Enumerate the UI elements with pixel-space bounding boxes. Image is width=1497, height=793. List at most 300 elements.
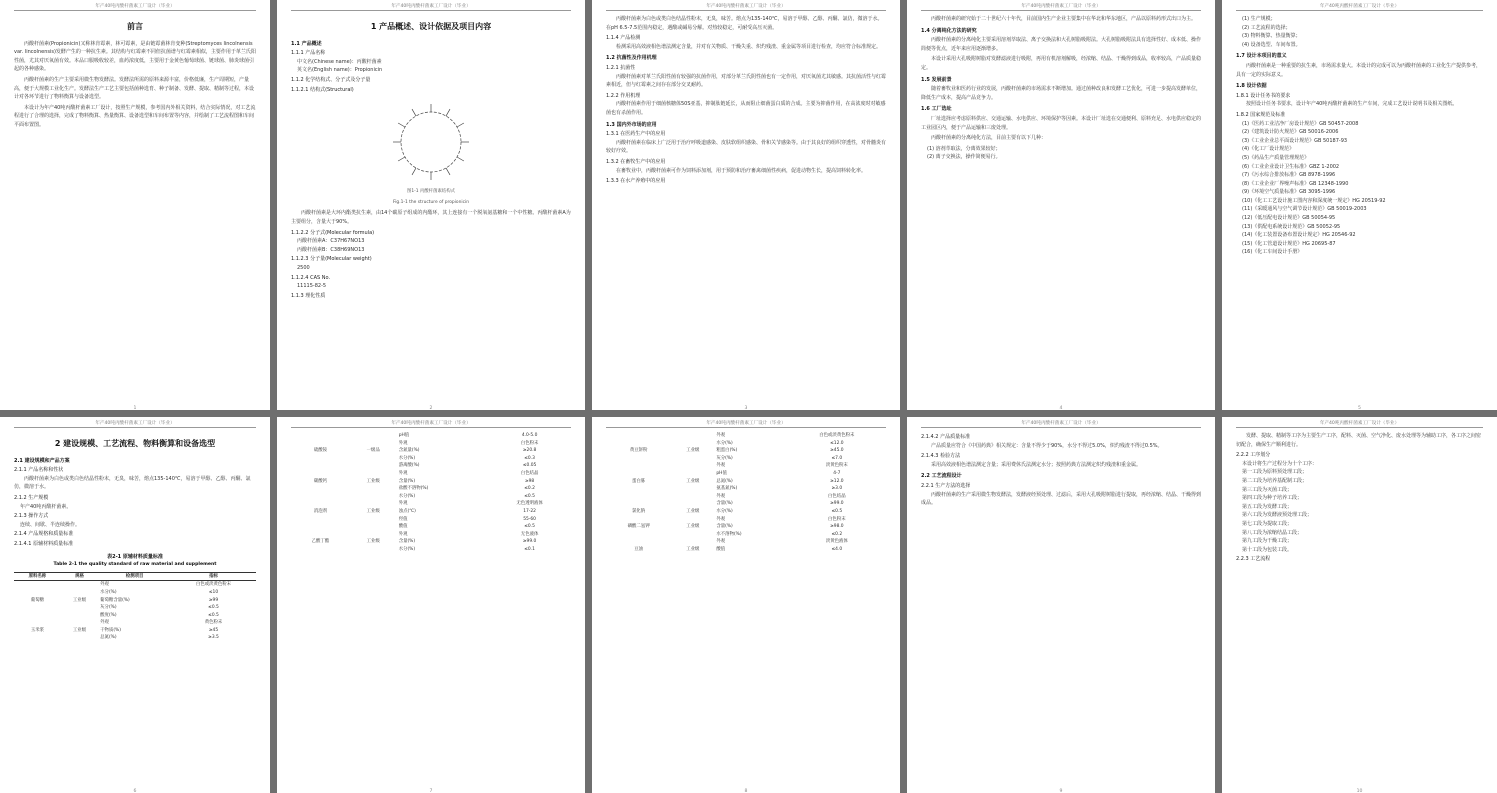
list-item: (5)《药品生产质量管理规范》 [1242, 154, 1310, 161]
table-cell: 外观 [716, 539, 726, 545]
page-number: 1 [133, 406, 137, 410]
list-item: (16)《化工车间设计手册》 [1242, 249, 1303, 256]
table-cell: ≤0.2 [524, 486, 535, 492]
table-cell: 白色或淡黄色粉末 [819, 433, 855, 438]
list-item: 2500 [297, 264, 310, 271]
list-item: 第六工段为发酵液预处理工段； [1242, 512, 1313, 519]
table-cell: 工业级 [686, 448, 700, 454]
list-item: 中文名(Chinese name)：丙酸杆菌素 [297, 58, 382, 65]
header-divider [14, 10, 256, 11]
paragraph: 丙酸杆菌素是大环内酯类抗生素，由14个碳原子组成的内酯环，其上连接有一个脱氧氨基糖和一个中性糖。丙酸杆菌素A为主要组分，含量大于90%。 [291, 210, 571, 225]
table-cell [671, 462, 714, 470]
subsection-heading: 2.1.4 产品规格和质量标准 [14, 531, 74, 538]
table-cell [291, 432, 350, 440]
section-heading: 1.4 分离纯化方法的研究 [921, 27, 977, 34]
table-row [14, 604, 256, 612]
list-item: 11115-82-5 [297, 283, 327, 290]
table-row [606, 523, 886, 531]
table-cell [671, 470, 714, 478]
page-body [14, 432, 256, 785]
header-divider [921, 10, 1201, 11]
table-cell: ≤0.5 [208, 612, 219, 618]
table-cell [14, 612, 61, 620]
table-cell [14, 634, 61, 642]
table-row [14, 634, 256, 642]
table-cell [606, 432, 671, 440]
table-title: 表2-1 原辅材料质量标准 [107, 553, 163, 560]
table-cell: ≥99.0 [522, 539, 537, 545]
section-heading: 1.2 抗菌性及作用机理 [606, 55, 657, 62]
table-header-row [14, 572, 256, 581]
document-page-8 [592, 417, 900, 793]
page-header: 年产40吨丙酸杆菌素工厂设计（毕业） [391, 4, 471, 9]
header-divider [921, 427, 1201, 428]
table-cell: 水分(%) [716, 508, 733, 514]
table-row [291, 546, 571, 554]
table-cell: 4.0-5.0 [521, 433, 538, 438]
table-cell [350, 470, 397, 478]
table-cell: 外观 [398, 470, 408, 476]
table-cell [291, 546, 350, 554]
table-cell [61, 634, 98, 642]
list-item: 丙酸杆菌素A：C37H67NO13 [297, 238, 365, 245]
table-cell: 工业级 [686, 524, 700, 530]
list-item: (1) 生产规模； [1242, 16, 1276, 22]
subsection-heading: 1.1.3 理化性质 [291, 292, 326, 299]
table-cell [350, 523, 397, 531]
table-cell [350, 485, 397, 493]
paragraph: 丙酸杆菌素为白色或类白色结晶性粉末，无臭，味苦。熔点为135-140℃，易溶于甲醇、乙醇、丙酮、氯仿，微溶于水。在pH 6.5-7.5范围内稳定，遇酸或碱易分解。对热较稳定，可耐受高压灭菌。 [606, 16, 883, 31]
list-item: (8)《工业企业厂界噪声标准》GB 12348-1990 [1242, 180, 1349, 187]
page-body [14, 15, 256, 402]
table-cell: 工业级 [72, 597, 87, 603]
subsection-heading: 2.1.4.2 产品质量标准 [921, 434, 971, 440]
page-body [921, 432, 1201, 785]
table-cell: 工业级 [72, 627, 87, 633]
table-cell [606, 538, 671, 546]
page-header: 年产40吨丙酸杆菌素工厂设计（毕业） [706, 4, 786, 9]
table-row [291, 455, 571, 463]
table-row [291, 447, 571, 455]
table-cell: 玉米浆 [30, 627, 45, 633]
subsection-heading: 1.1.1 产品名称 [291, 50, 326, 57]
table-cell: ≥45 [208, 627, 219, 633]
table-cell [671, 516, 714, 524]
subsection-heading: 2.2.1 生产方法的选择 [921, 482, 971, 489]
table-cell [291, 485, 350, 493]
paragraph: 丙酸杆菌素的研究始于二十世纪六十年代，目前国内生产企业主要集中在华北和华东地区，产品以原料药形式出口为主。 [931, 16, 1197, 22]
subsection-heading: 1.2.1 抗菌性 [606, 64, 636, 71]
list-item: (12)《低压配电设计规范》GB 50054-95 [1242, 215, 1336, 222]
table-cell: 干物质(%) [100, 627, 121, 633]
table-cell [291, 470, 350, 478]
page-header: 年产40吨丙酸杆菌素工厂设计（毕业） [1021, 4, 1101, 9]
table-cell [61, 604, 98, 612]
header-divider [1236, 10, 1483, 11]
table-cell: ≥99.0 [830, 501, 844, 507]
table-cell: 盐酸不溶物(%) [398, 486, 429, 492]
table-cell: 含量(%) [398, 478, 416, 484]
paragraph: 采用高效液相色谱法测定含量；采用费休氏法测定水分；按照药典方法测定炽灼残渣和重金属。 [931, 461, 1142, 468]
table-row [606, 440, 886, 448]
document-page-2 [277, 0, 585, 410]
page-number: 7 [429, 789, 433, 793]
table-cell: 白色粉末 [520, 440, 539, 446]
list-item: (7)《污水综合排放标准》GB 8978-1996 [1242, 172, 1336, 179]
spec-table [606, 432, 886, 554]
table-cell: 含氮量(%) [398, 448, 420, 454]
table-row [14, 581, 256, 589]
table-cell [291, 516, 350, 524]
table-cell: 外观 [100, 620, 109, 626]
list-item: (2) 离子交换法，操作简便易行。 [927, 154, 1001, 161]
paragraph: 在畜牧业中，丙酸杆菌素可作为饲料添加剂，用于预防和治疗畜禽细菌性疾病，促进动物生长，提高饲料转化率。 [616, 167, 867, 174]
list-item: (3) 物料衡算、热量衡算； [1242, 33, 1301, 40]
table-cell: ≥3.0 [831, 486, 843, 492]
subsection-heading: 2.1.3 操作方式 [14, 513, 49, 520]
paragraph: 丙酸杆菌素的分离纯化方法，目前主要有以下几种： [931, 135, 1047, 142]
figure-caption: Fig.1-1 the structure of propionicin [392, 199, 470, 205]
page-number: 9 [1059, 789, 1063, 793]
page-number: 4 [1059, 406, 1063, 410]
table-cell: 外观 [716, 433, 726, 438]
table-row [291, 523, 571, 531]
paragraph: 本设计采用大孔吸附树脂对发酵滤液进行吸附，再用有机溶剂解吸，经浓缩、结晶、干燥得到成品，收率较高，产品质量稳定。 [921, 56, 1202, 71]
document-page-3 [592, 0, 900, 410]
table-cell: 水分(%) [398, 455, 416, 461]
header-divider [14, 427, 256, 428]
table-cell: 17-22 [523, 508, 536, 514]
table-cell: 浊点(℃) [398, 508, 416, 514]
table-cell: ≤4.0 [831, 546, 843, 552]
table-cell: 工业级 [366, 539, 380, 545]
table-cell [14, 581, 61, 589]
table-cell: ≤0.05 [522, 463, 537, 469]
table-cell [291, 440, 350, 448]
table-cell: ≤12.0 [830, 440, 844, 446]
table-cell: 硫酸铵 [313, 448, 327, 454]
table-cell [350, 462, 397, 470]
table-cell: 豆油 [634, 546, 643, 552]
table-cell [606, 500, 671, 508]
table-cell: 消泡剂 [313, 508, 327, 514]
table-row [291, 485, 571, 493]
table-cell: 水分(%) [398, 493, 416, 499]
section-heading: 1.7 设计本项目的意义 [1236, 53, 1287, 60]
table-cell: 55-60 [523, 516, 536, 522]
page-header: 年产40吨丙酸杆菌素工厂设计（毕业） [95, 4, 175, 9]
paragraph: 丙酸杆菌素为白色或类白色结晶性粉末，无臭，味苦，熔点135-140℃，易溶于甲醇、乙醇、丙酮、氯仿，微溶于水。 [14, 475, 251, 491]
subsection-heading: 1.8.2 国家规范及标准 [1236, 111, 1286, 118]
table-cell: 外观 [716, 463, 726, 469]
table-cell [606, 531, 671, 539]
table-cell: 总氮(%) [100, 635, 117, 641]
list-item: (1)《医药工业洁净厂房设计规范》GB 50457-2008 [1242, 120, 1359, 127]
table-cell [14, 604, 61, 612]
table-cell [61, 581, 98, 589]
table-cell: ≤0.5 [208, 605, 219, 611]
table-row [606, 478, 886, 486]
table-row [14, 597, 256, 605]
table-row [606, 462, 886, 470]
table-cell: 水不溶物(%) [716, 531, 742, 537]
page-body [606, 15, 886, 402]
table-row [606, 485, 886, 493]
table-cell: 羟值 [398, 516, 408, 522]
table-cell: pH值 [398, 433, 410, 438]
list-item: (11)《采暖通风与空气调节设计规范》GB 50019-2003 [1242, 206, 1367, 213]
table-cell: 乙酸丁酯 [311, 539, 330, 545]
table-cell [291, 462, 350, 470]
table-row [606, 432, 886, 440]
table-cell: 酸度(%) [100, 612, 117, 618]
page-title: 2 建设规模、工艺流程、物料衡算和设备选型 [54, 439, 216, 448]
table-cell: 碳酸钙 [313, 478, 327, 484]
table-cell: 蛋白胨 [632, 478, 646, 484]
subsection-heading: 2.1.4.1 原辅材料质量标准 [14, 540, 74, 547]
table-cell: 酸值 [716, 546, 726, 552]
table-row [606, 538, 886, 546]
table-row [14, 619, 256, 627]
table-row [14, 612, 256, 620]
table-cell: ≤0.2 [831, 531, 843, 537]
table-cell [350, 455, 397, 463]
page-number: 10 [1356, 789, 1363, 793]
list-item: (10)《化工工艺设计施工图内容和深度统一规定》HG 20519-92 [1242, 197, 1386, 204]
spec-table [291, 432, 571, 554]
table-cell [606, 470, 671, 478]
table-cell [671, 531, 714, 539]
page-body [291, 432, 571, 785]
document-page-5 [1222, 0, 1497, 410]
table-cell: ≥98.0 [830, 524, 844, 530]
table-row [291, 538, 571, 546]
subsection-heading: 1.1.4 产品检测 [606, 35, 641, 42]
subsection-heading: 1.3.3 在水产养殖中的应用 [606, 178, 666, 185]
page-number: 5 [1358, 406, 1361, 410]
table-cell: 黄色粉末 [204, 620, 223, 626]
table-cell: 粗蛋白(%) [716, 448, 738, 454]
header-divider [291, 427, 571, 428]
table-cell: 外观 [398, 440, 408, 446]
section-heading: 1.8 设计依据 [1236, 83, 1267, 90]
table-cell: ≤10 [208, 589, 219, 595]
table-row [606, 470, 886, 478]
table-cell: pH值 [716, 470, 727, 476]
paragraph: 丙酸杆菌素作用于细菌核糖体50S亚基，抑制肽链延长，从而阻止细菌蛋白质的合成。主要为抑菌作用，在高浓度时对敏感菌也有杀菌作用。 [606, 101, 886, 116]
table-row [606, 546, 886, 554]
list-item: (6)《工业企业设计卫生标准》GBZ 1-2002 [1242, 163, 1340, 170]
table-cell [350, 500, 397, 508]
structural-formula-figure [371, 98, 491, 186]
document-page-6 [0, 417, 270, 793]
section-heading: 2.1 建设规模和产品方案 [14, 457, 70, 464]
subsection-heading: 1.2.2 作用机理 [606, 92, 641, 99]
paragraph: 随着畜牧业和医药行业的发展，丙酸杆菌素的市场需求不断增加。通过菌种改良和发酵工艺优化，可进一步提高发酵单位，降低生产成本，提高产品竞争力。 [921, 86, 1202, 101]
subsection-heading: 1.8.1 设计任务书的要求 [1236, 92, 1291, 99]
header-divider [606, 10, 886, 11]
list-item: 第九工段为干燥工段； [1242, 538, 1293, 545]
table-row [14, 589, 256, 597]
page-header: 年产40吨丙酸杆菌素工厂设计（毕业） [391, 421, 471, 426]
list-item: 英文名(English name)：Propionicin [297, 67, 383, 74]
table-header-cell: 检测项目 [98, 572, 171, 581]
table-cell [61, 619, 98, 627]
table-cell [671, 432, 714, 440]
list-item: (2) 工艺流程的选择； [1242, 24, 1291, 31]
table-cell: ≥98 [524, 478, 535, 484]
list-item: 第八工段为浓缩结晶工段； [1242, 529, 1303, 536]
table-cell: 白色结晶 [520, 470, 539, 476]
list-item: (4)《化工厂设计规范》 [1242, 146, 1295, 153]
table-cell [606, 455, 671, 463]
page-header: 年产40吨丙酸杆菌素工厂设计（毕业） [95, 421, 175, 426]
table-cell: 工业级 [366, 508, 380, 514]
table-cell: 淡黄色粉末 [825, 463, 848, 469]
table-row [606, 508, 886, 516]
table-cell: ≤0.1 [524, 546, 535, 552]
table-cell [14, 619, 61, 627]
table-cell: 含量(%) [398, 539, 416, 545]
table-cell: 4-7 [833, 470, 841, 476]
paragraph: 丙酸杆菌素(Propionicin)又称林肯霉素，林可霉素，是由链霉菌林肯变种(Streptomyces lincolnensis var. lincolnensis)发酵产生的一种抗生素。其结构与红霉素不同但抗菌谱与红霉素相似，主要作用于革兰氏阳性菌，尤其对厌氧菌有效。本品口服吸收较差，血药浓度低，主要用于金黄色葡萄球菌、链球菌、肺炎球菌引起的各种感染。 [14, 40, 256, 73]
table-cell: 黄豆饼粉 [629, 448, 648, 454]
table-cell [61, 612, 98, 620]
page-header: 年产40吨丙酸杆菌素工厂设计（毕业） [1319, 4, 1400, 9]
document-page-10 [1222, 417, 1497, 793]
page-body [1236, 432, 1483, 785]
page-number: 8 [744, 789, 748, 793]
table-cell [671, 500, 714, 508]
list-item: 年产40吨丙酸杆菌素。 [20, 503, 72, 510]
list-item: (4) 设备选型、车间布置。 [1242, 41, 1301, 48]
table-cell: 水分(%) [716, 440, 733, 446]
list-item: 丙酸杆菌素B：C38H69NO13 [297, 246, 365, 253]
paragraph: 本设计为年产40吨丙酸杆菌素工厂设计，按照生产规模，参考国内外相关资料，结合实际情况，对工艺流程进行了合理的选择，完成了物料衡算、热量衡算、设备选型和车间布置等内容，并绘制了工艺流程图和车间平面布置图。 [14, 104, 256, 128]
table-row [606, 447, 886, 455]
subsection-heading: 2.1.2 生产规模 [14, 494, 49, 501]
table-cell: 工业级 [686, 546, 700, 552]
paragraph: 检测采用高效液相色谱法测定含量，并对有关物质、干燥失重、炽灼残渣、重金属等项目进行检查，均应符合标准规定。 [616, 43, 882, 50]
table-cell: ≥99 [208, 597, 219, 603]
list-item: 第十工段为包装工段。 [1242, 546, 1293, 553]
table-cell [291, 493, 350, 501]
table-cell [291, 531, 350, 539]
list-item: 第七工段为提取工段； [1242, 520, 1293, 527]
paragraph: 丙酸杆菌素的生产采用微生物发酵法，发酵液经预处理、过滤后，采用大孔吸附树脂进行提取，再经浓缩、结晶、干燥得到成品。 [921, 491, 1202, 507]
table-cell: 葡萄糖 [30, 597, 45, 603]
table-row [606, 531, 886, 539]
section-heading: 1.3 国内外市场的应用 [606, 121, 657, 128]
page-number: 3 [744, 406, 748, 410]
table-row [291, 531, 571, 539]
table-row [291, 440, 571, 448]
table-row [291, 516, 571, 524]
table-header-cell: 指标 [171, 572, 256, 581]
table-cell: ≤0.3 [524, 455, 535, 461]
table-cell: 氯化钠 [632, 508, 646, 514]
page-header: 年产40吨丙酸杆菌素工厂设计（毕业） [706, 421, 786, 426]
list-item: 本设计将生产过程分为十个工序： [1242, 460, 1318, 467]
table-cell: 淡黄色液体 [825, 539, 848, 545]
table-cell [671, 493, 714, 501]
table-cell: 灰分(%) [716, 455, 733, 461]
table-cell: 无色透明液体 [516, 501, 543, 507]
table-subtitle: Table 2-1 the quality standard of raw material and supplement [53, 562, 217, 568]
table-row [291, 478, 571, 486]
table-cell [350, 531, 397, 539]
table-cell: 外观 [716, 493, 726, 499]
page-title: 1 产品概述、设计依据及项目内容 [370, 22, 492, 31]
table-cell: 葡萄糖含量(%) [100, 597, 130, 603]
list-item: (15)《化工管道设计规范》HG 20695-87 [1242, 240, 1336, 247]
table-cell: 一级品 [366, 448, 380, 454]
list-item: (3)《工业企业总平面设计规范》GB 50187-93 [1242, 137, 1348, 144]
subsection-heading: 2.1.4.3 检验方法 [921, 453, 961, 460]
table-cell: 游离酸(%) [398, 463, 420, 469]
table-cell: ≤7.0 [831, 455, 843, 461]
table-row [291, 432, 571, 440]
table-cell [350, 516, 397, 524]
table-cell [350, 440, 397, 448]
section-heading: 2.2 工艺流程设计 [921, 473, 962, 480]
section-heading: 1.1 产品概述 [291, 40, 322, 47]
table-header-cell: 原料名称 [14, 572, 61, 581]
table-cell [291, 523, 350, 531]
page-body [606, 432, 886, 785]
paragraph: 产品质量应符合《中国药典》相关规定：含量不得少于90%，水分不得过5.0%，炽灼残渣不得过0.5%。 [931, 442, 1163, 449]
document-page-1 [0, 0, 270, 410]
list-item: 连续、间歇、半连续操作。 [20, 521, 81, 528]
table-row [291, 508, 571, 516]
table-cell [606, 462, 671, 470]
list-item: 第五工段为发酵工段； [1242, 503, 1293, 510]
paragraph: 按照设计任务书要求，设计年产40吨丙酸杆菌素的生产车间，完成工艺设计说明书及相关图纸。 [1246, 101, 1458, 108]
table-row [291, 493, 571, 501]
document-page-9 [907, 417, 1215, 793]
table-cell: ≥20.8 [522, 448, 537, 454]
table-cell [671, 485, 714, 493]
subsection-heading: 1.3.2 在畜牧生产中的应用 [606, 158, 666, 165]
table-cell: 外观 [100, 582, 109, 588]
table-cell: 含量(%) [716, 501, 733, 507]
subsection-heading: 2.2.2 工序划分 [1236, 452, 1271, 459]
table-cell [291, 455, 350, 463]
table-cell [350, 493, 397, 501]
subsection-heading: 1.1.2.1 结构式(Structural) [291, 86, 354, 93]
table-cell: 酸值 [398, 524, 408, 530]
table-cell: ≥12.0 [830, 478, 844, 484]
table-cell: ≤0.5 [524, 493, 535, 499]
table-cell: 工业级 [686, 508, 700, 514]
table-cell [291, 500, 350, 508]
page-body [291, 15, 571, 402]
table-cell: ≥45.0 [830, 448, 844, 454]
header-divider [1236, 427, 1483, 428]
list-item: (9)《环境空气质量标准》GB 3095-1996 [1242, 189, 1336, 196]
table-row [291, 470, 571, 478]
list-item: (13)《供配电系统设计规范》GB 50052-95 [1242, 223, 1341, 230]
table-row [606, 500, 886, 508]
table-row [291, 462, 571, 470]
table-cell: 白色粉末 [828, 516, 846, 522]
table-cell: 工业级 [686, 478, 700, 484]
list-item: 第四工段为种子培养工段； [1242, 495, 1303, 502]
table-cell [671, 440, 714, 448]
list-item: 第一工段为原料预处理工段； [1242, 469, 1308, 476]
table-cell: 含量(%) [716, 524, 733, 530]
table-cell [61, 589, 98, 597]
